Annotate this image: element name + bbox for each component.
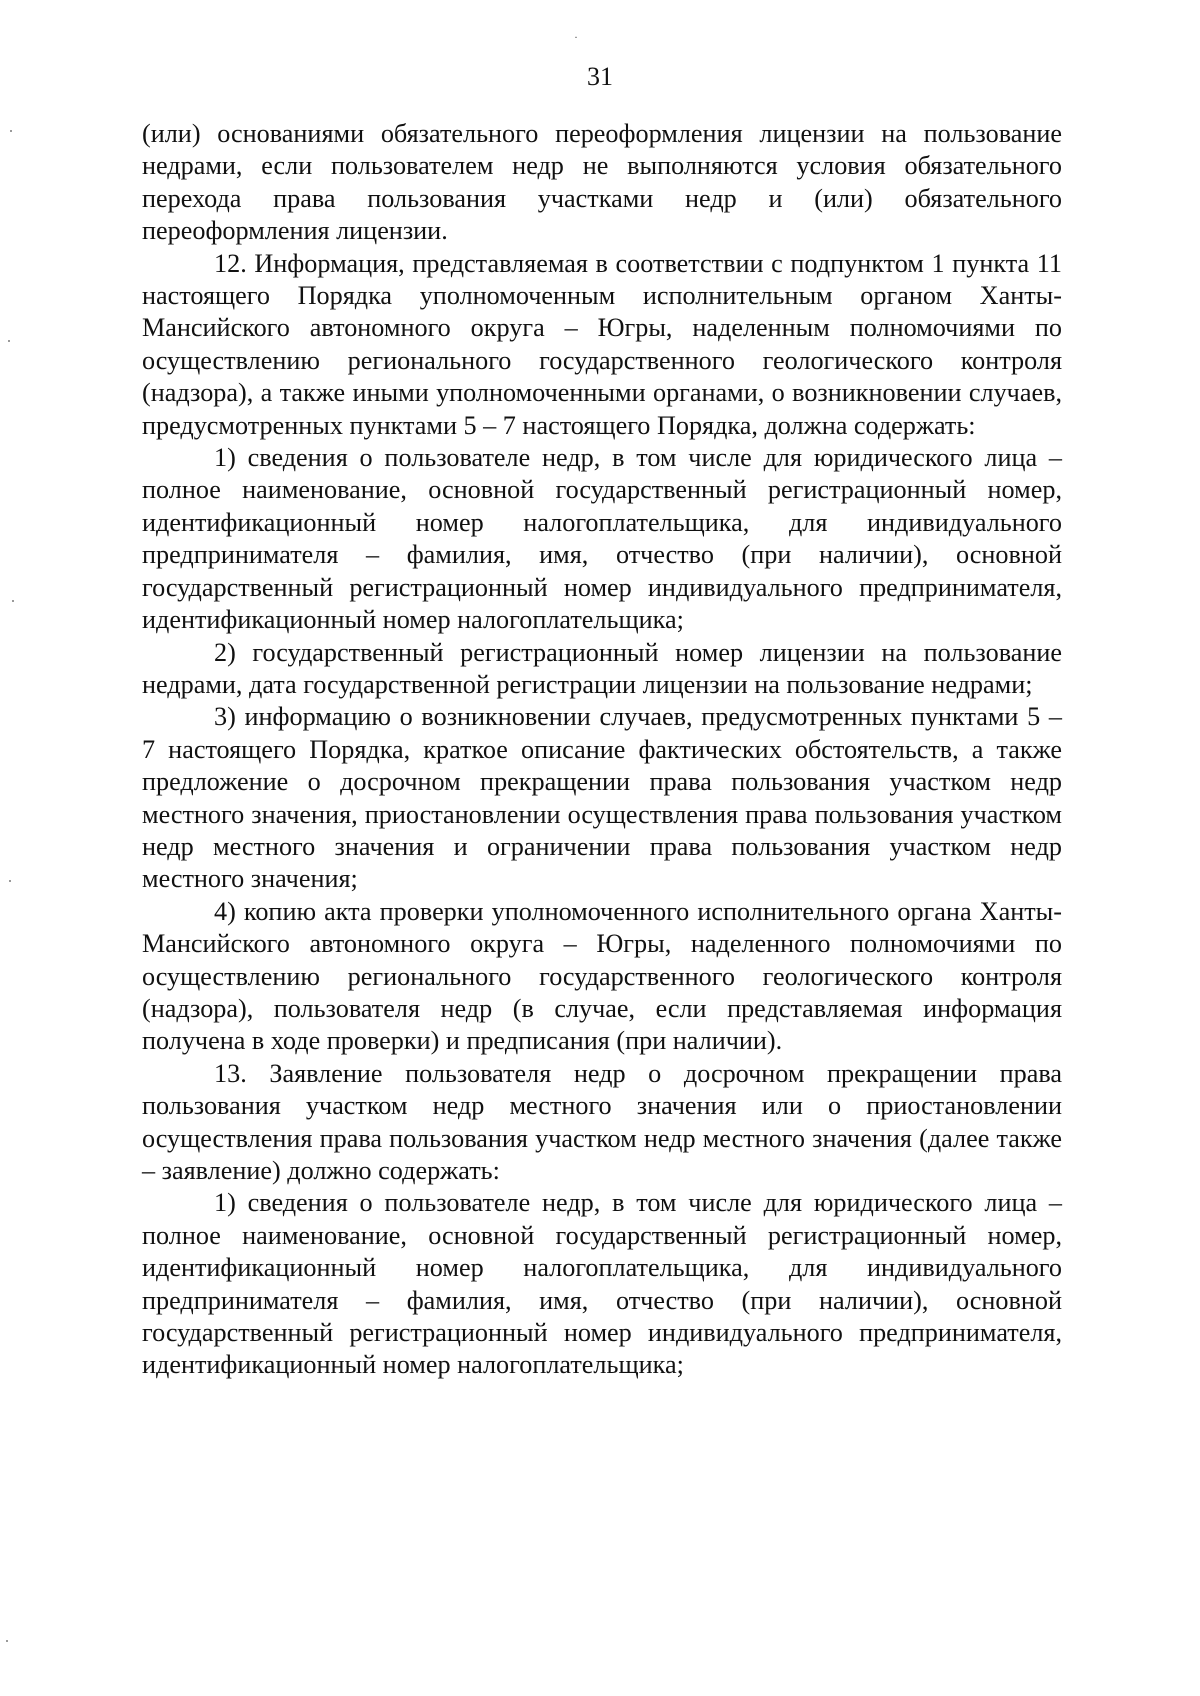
paragraph-subitem-3: 3) информацию о возникновении случаев, предусмотренных пунктами 5 – 7 настоящего Порядка, краткое описание фактических обстоятельств, а также предложение о досрочном прекращении права пользования участком недр местного значения, приостановлении осуществления права пользования участком недр местного значения и ограничении права пользования участком недр местного значения;: [142, 702, 1062, 894]
paragraph-subitem-4: 4) копию акта проверки уполномоченного исполнительного органа Ханты-Мансийского автономного округа – Югры, наделенного полномочиями по осуществлению регионального государственного геологического контроля (надзора), пользователя недр (в случае, если представляемая информация получена в ходе проверки) и предписания (при наличии).: [142, 896, 1062, 1056]
paragraph-item-13: 13. Заявление пользователя недр о досрочном прекращении права пользования участком недр местного значения или о приостановлении осуществления права пользования участком недр местного значения (далее также – заявление) должно содержать:: [142, 1058, 1062, 1185]
paragraph-item-12: 12. Информация, представляемая в соответствии с подпунктом 1 пункта 11 настоящего Порядка уполномоченным исполнительным органом Ханты-Мансийского автономного округа – Югры, наделенным полномочиями по осуществлению регионального государственного геологического контроля (надзора), а также иными уполномоченными органами, о возникновении случаев, предусмотренных пунктами 5 – 7 настоящего Порядка, должна содержать:: [142, 248, 1062, 440]
scan-speck: [10, 130, 12, 132]
paragraph-subitem-1: 1) сведения о пользователе недр, в том числе для юридического лица – полное наименование, основной государственный регистрационный номер, идентификационный номер налогоплательщика, для индивидуального предпринимателя – фамилия, имя, отчество (при наличии), основной государственный регистрационный номер индивидуального предпринимателя, идентификационный номер налогоплательщика;: [142, 443, 1062, 635]
scan-speck: [12, 600, 14, 602]
scan-artifact: ·: [574, 30, 578, 44]
paragraph-continuation: (или) основаниями обязательного переоформления лицензии на пользование недрами, если пользователем недр не выполняются условия обязательного перехода права пользования участками недр и (или) обязательного переоформления лицензии.: [142, 119, 1062, 246]
page-number: 31: [587, 62, 613, 91]
paragraph-item-13-subitem-1: 1) сведения о пользователе недр, в том числе для юридического лица – полное наименование, основной государственный регистрационный номер, идентификационный номер налогоплательщика, для индивидуального предпринимателя – фамилия, имя, отчество (при наличии), основной государственный регистрационный номер индивидуального предпринимателя, идентификационный номер налогоплательщика;: [142, 1188, 1062, 1380]
document-body: [142, 118, 1062, 1382]
scan-speck: [6, 1640, 8, 1642]
scan-speck: [8, 340, 10, 342]
scan-speck: [9, 880, 11, 882]
paragraph-subitem-2: 2) государственный регистрационный номер лицензии на пользование недрами, дата государственной регистрации лицензии на пользование недрами;: [142, 637, 1062, 699]
